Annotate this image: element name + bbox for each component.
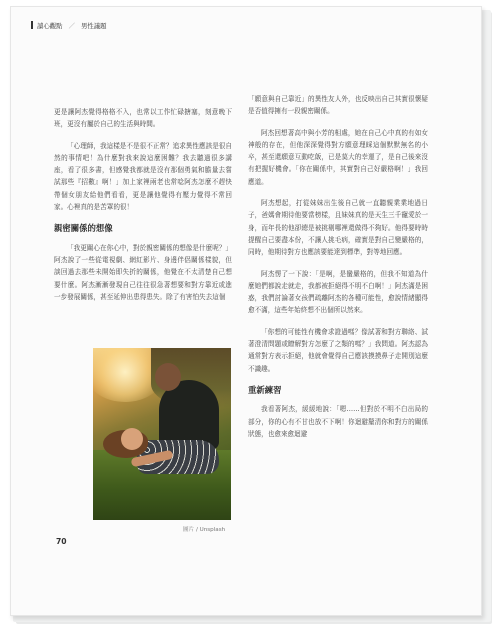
right-para-1: 「願意與自己靠近」的異性友人外，也反映出自己其實很懷疑是否值得擁有一段親密關係。 <box>248 95 428 116</box>
header-section: 讀心觀點 <box>37 21 63 30</box>
left-para-2: 「心理師，我這樣是不是很不正常？追求異性應該是很自然的事情吧！為什麼對我來說這麼困難？我去聽過很多講座，看了很多書，但感覺我都就是沒有那個勇氣和膽量去嘗試那些『招數』啊！」加上家裡兩老也常唸阿杰怎麼不趕快帶個女朋友給他們看看，更是讓他覺得有壓力覺得不常回家。心裡真的是苦罩的很！ <box>54 141 232 212</box>
section-header <box>31 19 107 31</box>
right-para-6: 我看著阿杰，緩緩地說：「嗯……但對於不明不白出局的部分，你的心有不甘也放不下啊！你迴避釐清你和對方的關係狀態，也愈來愈迴避 <box>248 405 428 438</box>
right-para-4: 阿杰愣了一下說：「是啊，是蠻嚴格的，但我不知道為什麼她們都說走就走，我都被拒絕得不明不白啊！」阿杰滿是困惑，我們討論著女孩們疏離阿杰的各種可能性，愈說情緒顯得愈不滿，這些年始終想不出個所以然來。 <box>248 269 428 315</box>
left-para-3: 「我更關心在你心中，對於親密關係的想像是什麼呢？」阿杰說了一些從電視劇、網紅影片、身邊伴侶關係樣貌，但談回過去那些未開始即失折的關係，他覺在不太清楚自己想要什麼。阿杰漸漸發現自己往往很急著想要和對方靠近或進一步發展關係，甚至延伸出患得患失。除了有害怕失去這個 <box>54 243 232 301</box>
header-bar-marker <box>31 21 33 29</box>
photo-woman-face <box>121 428 143 450</box>
photo-man-head <box>155 363 181 391</box>
section-heading-intimacy: 親密關係的想像 <box>54 223 113 234</box>
left-column <box>54 106 232 312</box>
right-para-5: 「你想的可能性有機會求證過嗎？像試著和對方聯絡、試著澄清問題或瞭解對方怎麼了之類的嗎？」我問道。阿杰認為通常對方表示拒絕，他就會覺得自己應該摸摸鼻子走開別這麼不識趣。 <box>248 327 428 373</box>
right-para-2: 阿杰回想著高中與小芳的相處，她在自己心中真的有如女神般的存在，但他深深覺得對方願意理睬這個默默無名的小卒，甚至還願意互動吃飯，已是莫大的幸運了，是自己後來沒有把握好機會。「你在關係中，其實對自己好嚴格啊！」我回應道。 <box>248 128 428 186</box>
right-column <box>248 93 428 449</box>
right-para-3: 阿杰想起，打從妹妹出生後自己就一直聽親業業地過日子，爸媽會期待他要當榜樣，且妹妹真的是天生三千寵愛於一身，而年長的他卻總是被挑剔哪裡還做得不夠好。他得要時時提醒自己要盡本份，不讓人挑毛病，確實是對自己變嚴格的，同時，他期待對方也應該要能達到標準，對等地回應。 <box>248 199 428 257</box>
photo-caption: 圖片 / Unsplash <box>183 527 226 533</box>
header-topic: 男性議題 <box>80 21 107 30</box>
page-number: 70 <box>56 537 67 546</box>
couple-photo <box>93 348 231 520</box>
left-para-1: 更是讓阿杰覺得格格不入，也常以工作忙碌搪塞，刻意晚下班，更沒有屬於自己的生活與時間。 <box>54 108 232 129</box>
header-separator: ／ <box>68 21 75 30</box>
section-heading-practice: 重新練習 <box>248 384 282 395</box>
